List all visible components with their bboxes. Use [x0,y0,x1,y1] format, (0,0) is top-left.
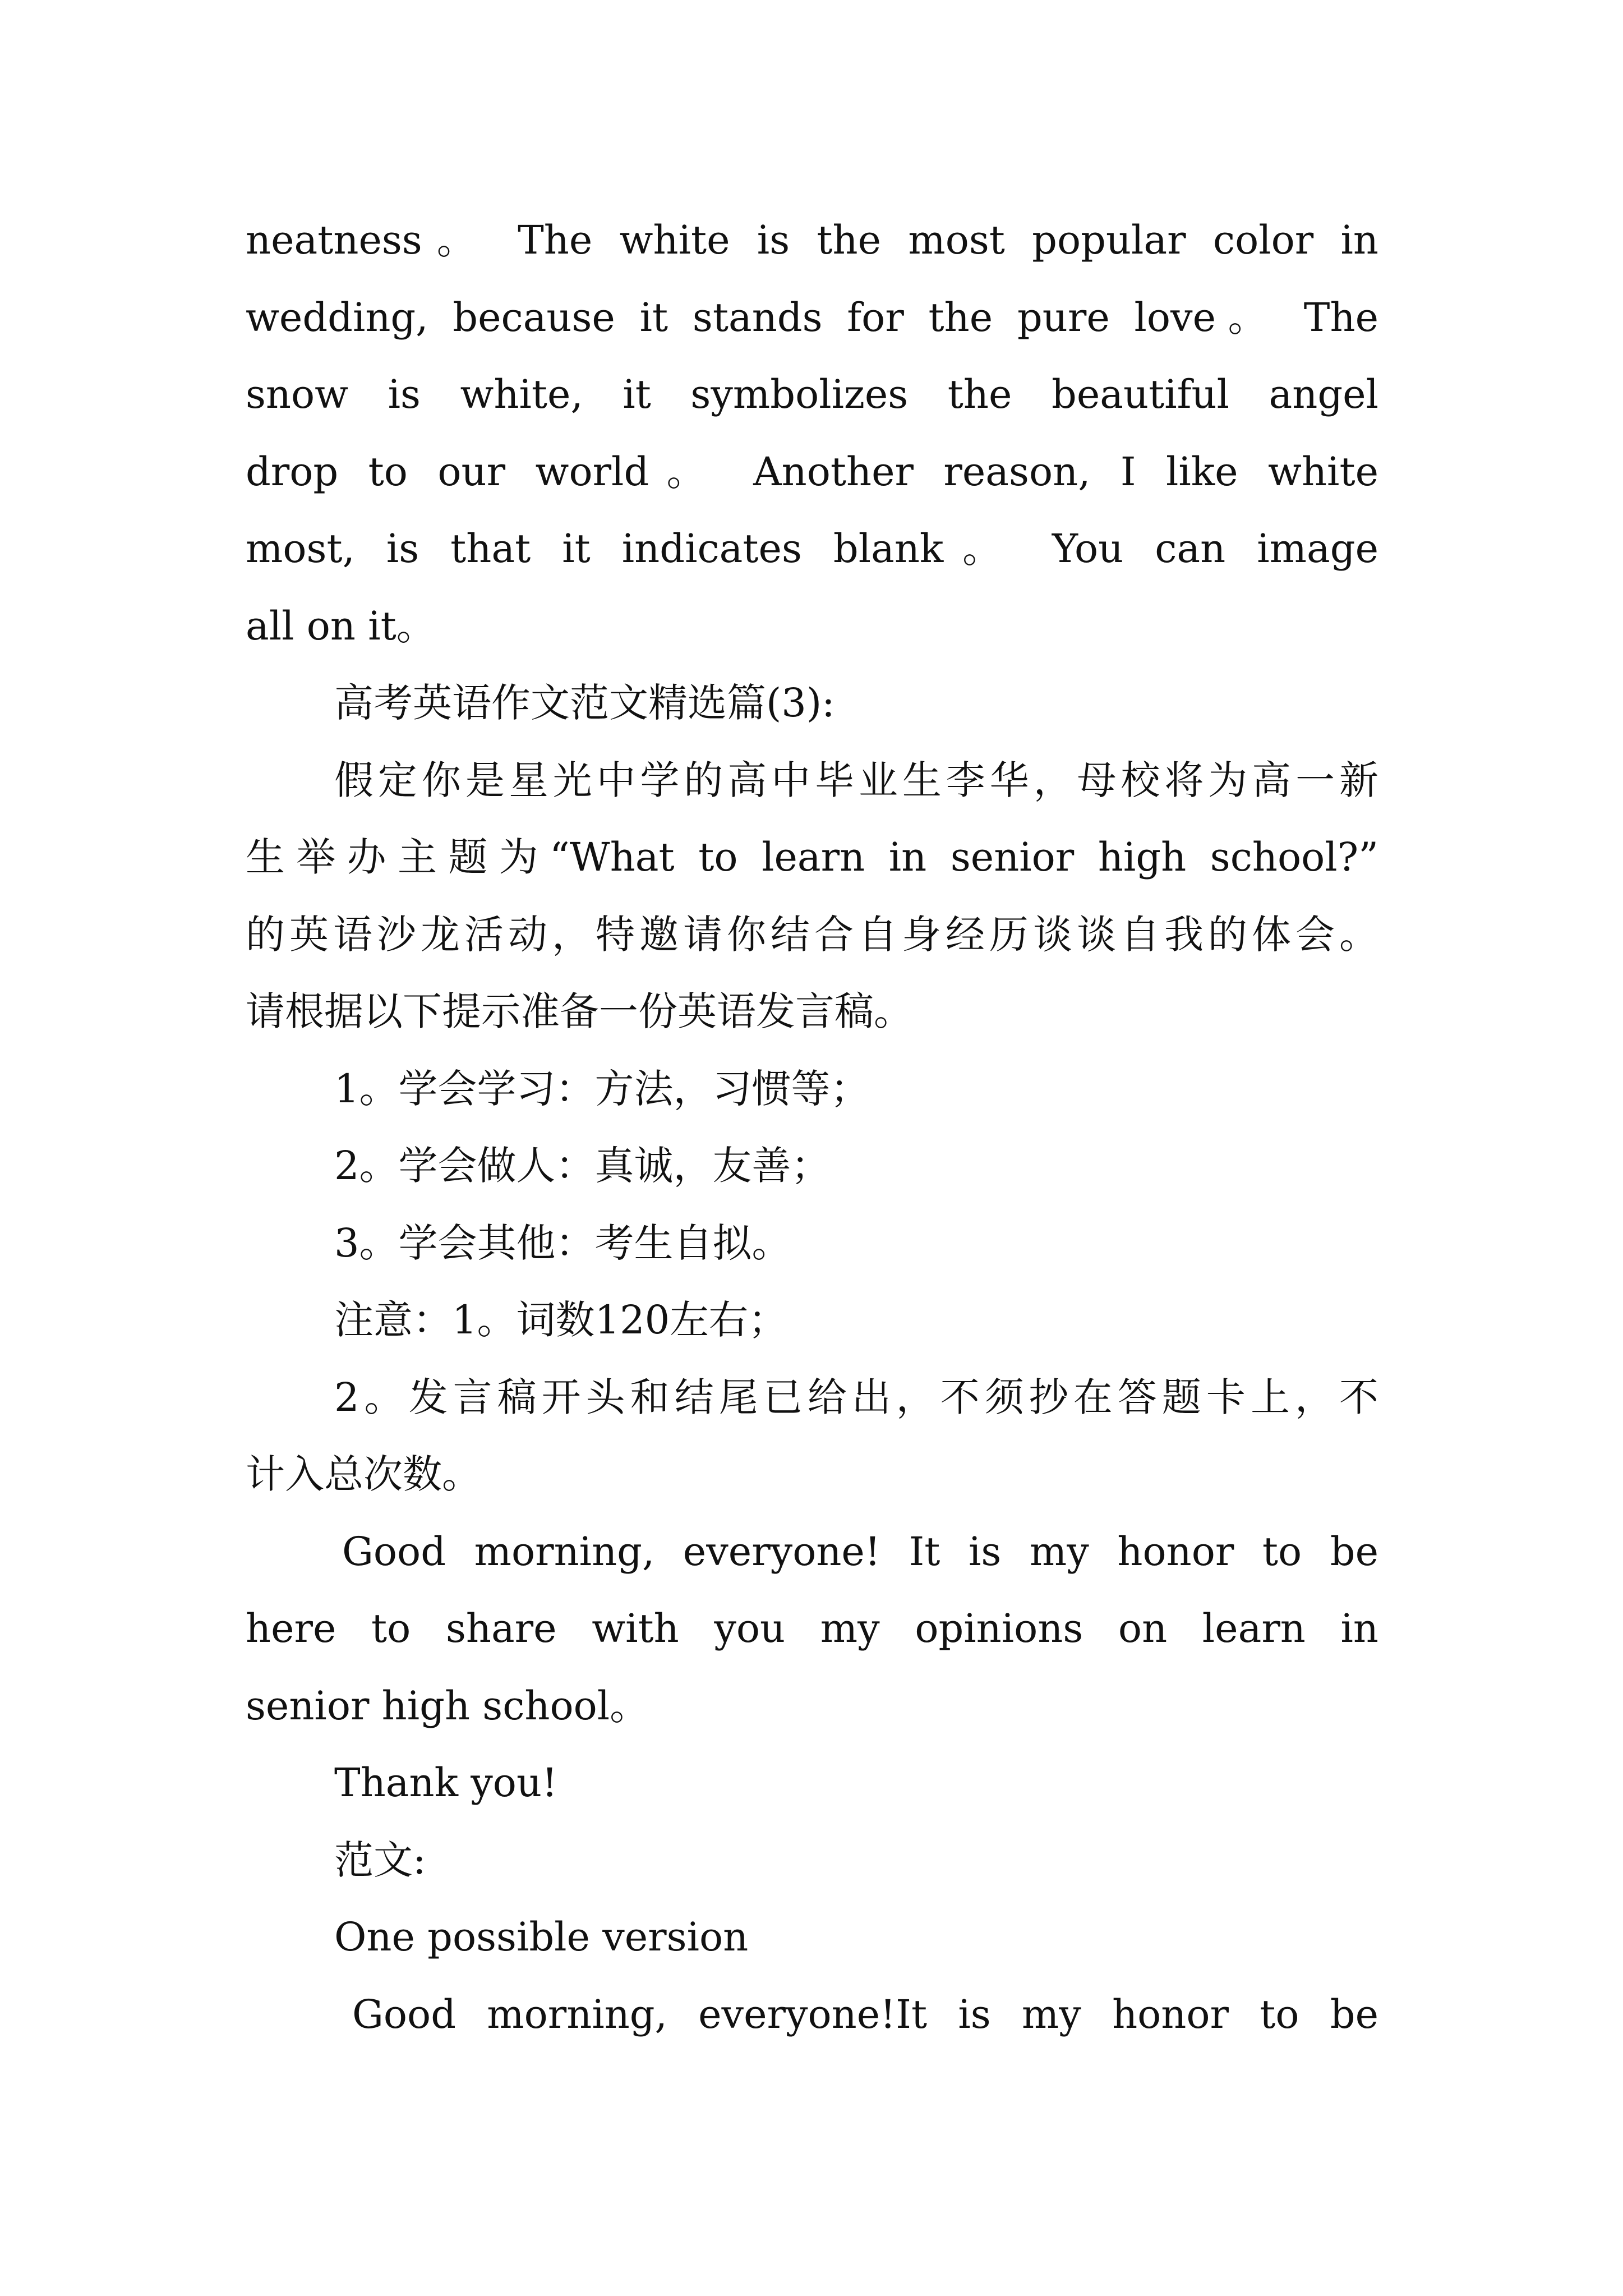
text-line: Good morning, everyone!It is my honor to be [352,1991,1378,2037]
text-line: Good morning, everyone! It is my honor to be [342,1528,1378,1575]
text-line: 假定你是星光中学的高中毕业生李华，母校将为高一新 [334,757,1378,803]
text-line: 生举办主题为“What to learn in senior high school?” [246,834,1378,880]
document-body [246,202,1378,2053]
text-line: most, is that it indicates blank。 You can image [246,526,1378,572]
text-line: snow is white, it symbolizes the beautiful angel [246,371,1378,417]
text-line: 的英语沙龙活动，特邀请你结合自身经历谈谈自我的体会。 [246,911,1378,958]
text-line: One possible version [334,1914,749,1960]
text-line: all on it。 [246,602,436,649]
text-line: here to share with you my opinions on learn in [246,1605,1378,1651]
text-line: drop to our world。 Another reason, I like white [246,448,1378,495]
text-line: neatness。 The white is the most popular color in [246,217,1378,263]
note-line: 2。发言稿开头和结尾已给出，不须抄在答题卡上，不 [334,1374,1378,1420]
list-item: 2。学会做人：真诚，友善； [334,1143,831,1189]
note-line: 注意：1。词数120左右； [334,1297,788,1343]
list-item: 3。学会其他：考生自拟。 [334,1220,791,1266]
text-line: Thank you! [334,1760,558,1806]
text-line: senior high school。 [246,1682,649,1729]
list-item: 1。学会学习：方法，习惯等； [334,1065,870,1112]
section-label: 范文: [334,1837,426,1883]
text-line: wedding, because it stands for the pure love。 The [246,294,1378,341]
text-line: 请根据以下提示准备一份英语发言稿。 [246,988,913,1034]
text-line: 计入总次数。 [246,1451,481,1497]
section-heading: 高考英语作文范文精选篇(3): [334,680,835,726]
